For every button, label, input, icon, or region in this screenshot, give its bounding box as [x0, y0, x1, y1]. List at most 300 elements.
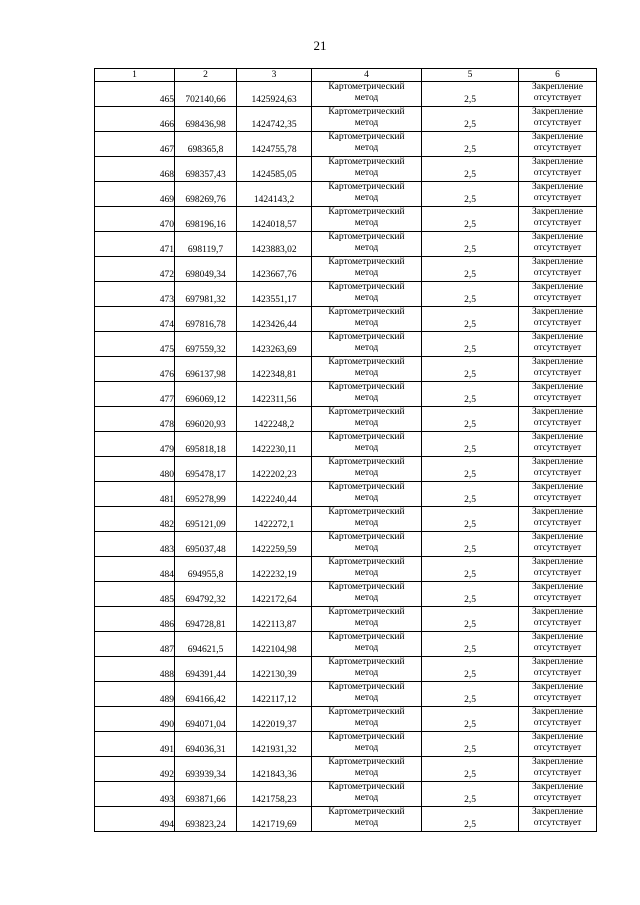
table-row [95, 157, 597, 182]
x-coordinate-cell: 693871,66 [175, 782, 237, 807]
table-row [95, 407, 597, 432]
method-line-2: метод [354, 618, 379, 628]
method-line-1: Картометрический [328, 582, 405, 592]
point-number-cell: 482 [95, 507, 175, 532]
x-coordinate-cell: 693939,34 [175, 757, 237, 782]
y-coordinate-cell: 1422272,1 [237, 507, 312, 532]
fixing-line-1: Закрепление [532, 632, 583, 642]
method-line-1: Картометрический [328, 82, 405, 92]
point-number-cell: 468 [95, 157, 175, 182]
fixing-line-1: Закрепление [532, 557, 583, 567]
method-line-2: метод [354, 793, 379, 803]
fixing-cell [519, 182, 597, 207]
method-line-1: Картометрический [328, 632, 405, 642]
fixing-line-2: отсутствует [533, 418, 582, 428]
column-header: 4 [312, 69, 422, 82]
method-line-2: метод [354, 418, 379, 428]
x-coordinate-cell: 697981,32 [175, 282, 237, 307]
fixing-line-2: отсутствует [533, 593, 582, 603]
fixing-cell [519, 282, 597, 307]
method-line-1: Картометрический [328, 357, 405, 367]
method-line-2: метод [354, 443, 379, 453]
method-line-1: Картометрический [328, 407, 405, 417]
table-body [95, 82, 597, 832]
accuracy-cell: 2,5 [422, 607, 519, 632]
accuracy-cell: 2,5 [422, 432, 519, 457]
method-cell [312, 732, 422, 757]
method-line-2: метод [354, 393, 379, 403]
accuracy-cell: 2,5 [422, 382, 519, 407]
table-row [95, 232, 597, 257]
fixing-line-1: Закрепление [532, 707, 583, 717]
accuracy-cell: 2,5 [422, 307, 519, 332]
accuracy-cell: 2,5 [422, 282, 519, 307]
table-row [95, 307, 597, 332]
fixing-line-2: отсутствует [533, 143, 582, 153]
fixing-cell [519, 332, 597, 357]
fixing-cell [519, 782, 597, 807]
point-number-cell: 487 [95, 632, 175, 657]
method-cell [312, 557, 422, 582]
point-number-cell: 480 [95, 457, 175, 482]
table-row [95, 757, 597, 782]
fixing-line-1: Закрепление [532, 657, 583, 667]
accuracy-cell: 2,5 [422, 732, 519, 757]
fixing-line-1: Закрепление [532, 257, 583, 267]
method-line-2: метод [354, 593, 379, 603]
method-cell [312, 257, 422, 282]
method-line-2: метод [354, 493, 379, 503]
x-coordinate-cell: 694036,31 [175, 732, 237, 757]
point-number-cell: 471 [95, 232, 175, 257]
accuracy-cell: 2,5 [422, 107, 519, 132]
table-row [95, 107, 597, 132]
method-cell [312, 507, 422, 532]
method-line-2: метод [354, 643, 379, 653]
fixing-line-1: Закрепление [532, 107, 583, 117]
point-number-cell: 465 [95, 82, 175, 107]
method-cell [312, 757, 422, 782]
fixing-line-2: отсутствует [533, 693, 582, 703]
method-line-2: метод [354, 543, 379, 553]
accuracy-cell: 2,5 [422, 707, 519, 732]
point-number-cell: 493 [95, 782, 175, 807]
page-number: 21 [313, 38, 327, 53]
y-coordinate-cell: 1424755,78 [237, 132, 312, 157]
table-row [95, 282, 597, 307]
method-line-2: метод [354, 193, 379, 203]
method-line-1: Картометрический [328, 732, 405, 742]
x-coordinate-cell: 694391,44 [175, 657, 237, 682]
y-coordinate-cell: 1422113,87 [237, 607, 312, 632]
method-cell [312, 282, 422, 307]
x-coordinate-cell: 698196,16 [175, 207, 237, 232]
fixing-cell [519, 232, 597, 257]
method-cell [312, 582, 422, 607]
accuracy-cell: 2,5 [422, 357, 519, 382]
method-line-2: метод [354, 93, 379, 103]
y-coordinate-cell: 1423883,02 [237, 232, 312, 257]
fixing-line-2: отсутствует [533, 193, 582, 203]
y-coordinate-cell: 1422117,12 [237, 682, 312, 707]
fixing-line-2: отсутствует [533, 368, 582, 378]
point-number-cell: 489 [95, 682, 175, 707]
table-row [95, 632, 597, 657]
x-coordinate-cell: 695818,18 [175, 432, 237, 457]
method-line-1: Картометрический [328, 282, 405, 292]
point-number-cell: 466 [95, 107, 175, 132]
y-coordinate-cell: 1422019,37 [237, 707, 312, 732]
y-coordinate-cell: 1422172,64 [237, 582, 312, 607]
point-number-cell: 477 [95, 382, 175, 407]
fixing-cell [519, 432, 597, 457]
fixing-cell [519, 207, 597, 232]
x-coordinate-cell: 696020,93 [175, 407, 237, 432]
fixing-line-2: отсутствует [533, 468, 582, 478]
fixing-line-1: Закрепление [532, 332, 583, 342]
method-line-1: Картометрический [328, 432, 405, 442]
method-line-2: метод [354, 218, 379, 228]
fixing-line-2: отсутствует [533, 318, 582, 328]
method-line-1: Картометрический [328, 782, 405, 792]
y-coordinate-cell: 1422130,39 [237, 657, 312, 682]
fixing-cell [519, 157, 597, 182]
method-cell [312, 157, 422, 182]
table-row [95, 432, 597, 457]
accuracy-cell: 2,5 [422, 82, 519, 107]
fixing-line-1: Закрепление [532, 157, 583, 167]
table-row [95, 707, 597, 732]
point-number-cell: 488 [95, 657, 175, 682]
method-cell [312, 357, 422, 382]
fixing-line-1: Закрепление [532, 607, 583, 617]
x-coordinate-cell: 698269,76 [175, 182, 237, 207]
fixing-cell [519, 732, 597, 757]
y-coordinate-cell: 1421758,23 [237, 782, 312, 807]
fixing-cell [519, 107, 597, 132]
table-header-row [95, 69, 597, 82]
fixing-cell [519, 682, 597, 707]
accuracy-cell: 2,5 [422, 407, 519, 432]
method-line-2: метод [354, 368, 379, 378]
y-coordinate-cell: 1421719,69 [237, 807, 312, 832]
method-line-1: Картометрический [328, 482, 405, 492]
accuracy-cell: 2,5 [422, 182, 519, 207]
x-coordinate-cell: 694071,04 [175, 707, 237, 732]
accuracy-cell: 2,5 [422, 807, 519, 832]
table-row [95, 532, 597, 557]
table-row [95, 457, 597, 482]
y-coordinate-cell: 1422311,56 [237, 382, 312, 407]
accuracy-cell: 2,5 [422, 332, 519, 357]
x-coordinate-cell: 698436,98 [175, 107, 237, 132]
point-number-cell: 490 [95, 707, 175, 732]
method-line-2: метод [354, 293, 379, 303]
method-line-2: метод [354, 343, 379, 353]
table-row [95, 132, 597, 157]
method-cell [312, 82, 422, 107]
method-cell [312, 457, 422, 482]
method-line-2: метод [354, 768, 379, 778]
y-coordinate-cell: 1422348,81 [237, 357, 312, 382]
fixing-line-1: Закрепление [532, 432, 583, 442]
accuracy-cell: 2,5 [422, 632, 519, 657]
fixing-cell [519, 357, 597, 382]
x-coordinate-cell: 694728,81 [175, 607, 237, 632]
method-line-2: метод [354, 118, 379, 128]
method-line-1: Картометрический [328, 207, 405, 217]
fixing-line-1: Закрепление [532, 282, 583, 292]
method-line-1: Картометрический [328, 807, 405, 817]
fixing-cell [519, 257, 597, 282]
method-line-1: Картометрический [328, 657, 405, 667]
table-row [95, 657, 597, 682]
fixing-cell [519, 507, 597, 532]
y-coordinate-cell: 1422104,98 [237, 632, 312, 657]
method-line-2: метод [354, 693, 379, 703]
x-coordinate-cell: 695121,09 [175, 507, 237, 532]
table-row [95, 182, 597, 207]
method-line-1: Картометрический [328, 332, 405, 342]
accuracy-cell: 2,5 [422, 132, 519, 157]
y-coordinate-cell: 1422240,44 [237, 482, 312, 507]
method-line-1: Картометрический [328, 382, 405, 392]
x-coordinate-cell: 697816,78 [175, 307, 237, 332]
fixing-line-2: отсутствует [533, 568, 582, 578]
method-line-2: метод [354, 718, 379, 728]
method-cell [312, 332, 422, 357]
point-number-cell: 483 [95, 532, 175, 557]
table-row [95, 507, 597, 532]
method-cell [312, 307, 422, 332]
method-line-2: метод [354, 568, 379, 578]
fixing-line-1: Закрепление [532, 532, 583, 542]
fixing-cell [519, 657, 597, 682]
accuracy-cell: 2,5 [422, 757, 519, 782]
column-header: 1 [95, 69, 175, 82]
fixing-line-2: отсутствует [533, 268, 582, 278]
method-line-1: Картометрический [328, 257, 405, 267]
fixing-line-2: отсутствует [533, 493, 582, 503]
point-number-cell: 476 [95, 357, 175, 382]
point-number-cell: 467 [95, 132, 175, 157]
point-number-cell: 492 [95, 757, 175, 782]
point-number-cell: 472 [95, 257, 175, 282]
method-cell [312, 607, 422, 632]
accuracy-cell: 2,5 [422, 207, 519, 232]
method-cell [312, 657, 422, 682]
method-cell [312, 632, 422, 657]
method-line-1: Картометрический [328, 557, 405, 567]
table-row [95, 82, 597, 107]
method-cell [312, 432, 422, 457]
accuracy-cell: 2,5 [422, 682, 519, 707]
fixing-cell [519, 382, 597, 407]
fixing-line-2: отсутствует [533, 718, 582, 728]
fixing-line-1: Закрепление [532, 232, 583, 242]
x-coordinate-cell: 694621,5 [175, 632, 237, 657]
y-coordinate-cell: 1422259,59 [237, 532, 312, 557]
accuracy-cell: 2,5 [422, 257, 519, 282]
y-coordinate-cell: 1424742,35 [237, 107, 312, 132]
method-line-2: метод [354, 268, 379, 278]
method-line-1: Картометрический [328, 132, 405, 142]
fixing-line-2: отсутствует [533, 343, 582, 353]
point-number-cell: 475 [95, 332, 175, 357]
accuracy-cell: 2,5 [422, 507, 519, 532]
y-coordinate-cell: 1422232,19 [237, 557, 312, 582]
table-row [95, 582, 597, 607]
method-cell [312, 807, 422, 832]
y-coordinate-cell: 1422202,23 [237, 457, 312, 482]
table-row [95, 807, 597, 832]
method-line-2: метод [354, 518, 379, 528]
column-header: 2 [175, 69, 237, 82]
method-cell [312, 207, 422, 232]
fixing-line-1: Закрепление [532, 357, 583, 367]
accuracy-cell: 2,5 [422, 782, 519, 807]
accuracy-cell: 2,5 [422, 232, 519, 257]
method-cell [312, 182, 422, 207]
method-cell [312, 707, 422, 732]
accuracy-cell: 2,5 [422, 557, 519, 582]
column-header: 5 [422, 69, 519, 82]
x-coordinate-cell: 702140,66 [175, 82, 237, 107]
fixing-line-2: отсутствует [533, 443, 582, 453]
method-cell [312, 532, 422, 557]
fixing-cell [519, 582, 597, 607]
method-line-2: метод [354, 168, 379, 178]
fixing-cell [519, 632, 597, 657]
fixing-line-2: отсутствует [533, 543, 582, 553]
x-coordinate-cell: 695037,48 [175, 532, 237, 557]
accuracy-cell: 2,5 [422, 157, 519, 182]
method-line-1: Картометрический [328, 157, 405, 167]
point-number-cell: 486 [95, 607, 175, 632]
method-line-2: метод [354, 243, 379, 253]
x-coordinate-cell: 693823,24 [175, 807, 237, 832]
method-cell [312, 482, 422, 507]
y-coordinate-cell: 1424018,57 [237, 207, 312, 232]
method-line-1: Картометрический [328, 707, 405, 717]
method-line-2: метод [354, 818, 379, 828]
point-number-cell: 494 [95, 807, 175, 832]
fixing-cell [519, 607, 597, 632]
fixing-cell [519, 307, 597, 332]
fixing-line-1: Закрепление [532, 482, 583, 492]
coordinates-table [94, 68, 597, 832]
y-coordinate-cell: 1423263,69 [237, 332, 312, 357]
point-number-cell: 474 [95, 307, 175, 332]
method-line-1: Картометрический [328, 232, 405, 242]
method-line-2: метод [354, 668, 379, 678]
point-number-cell: 478 [95, 407, 175, 432]
method-cell [312, 407, 422, 432]
point-number-cell: 479 [95, 432, 175, 457]
fixing-cell [519, 557, 597, 582]
fixing-cell [519, 132, 597, 157]
x-coordinate-cell: 694792,32 [175, 582, 237, 607]
column-header: 6 [519, 69, 597, 82]
point-number-cell: 491 [95, 732, 175, 757]
fixing-line-2: отсутствует [533, 668, 582, 678]
table-row [95, 382, 597, 407]
point-number-cell: 470 [95, 207, 175, 232]
method-line-1: Картометрический [328, 507, 405, 517]
table-row [95, 357, 597, 382]
table-row [95, 782, 597, 807]
y-coordinate-cell: 1425924,63 [237, 82, 312, 107]
table-row [95, 732, 597, 757]
method-line-1: Картометрический [328, 607, 405, 617]
fixing-cell [519, 707, 597, 732]
fixing-line-2: отсутствует [533, 168, 582, 178]
x-coordinate-cell: 694955,8 [175, 557, 237, 582]
point-number-cell: 469 [95, 182, 175, 207]
fixing-line-2: отсутствует [533, 393, 582, 403]
fixing-line-1: Закрепление [532, 732, 583, 742]
fixing-line-1: Закрепление [532, 407, 583, 417]
method-cell [312, 132, 422, 157]
y-coordinate-cell: 1421843,36 [237, 757, 312, 782]
table-row [95, 482, 597, 507]
x-coordinate-cell: 695478,17 [175, 457, 237, 482]
method-line-1: Картометрический [328, 682, 405, 692]
method-line-1: Картометрический [328, 757, 405, 767]
column-header: 3 [237, 69, 312, 82]
fixing-cell [519, 532, 597, 557]
table-row [95, 257, 597, 282]
point-number-cell: 473 [95, 282, 175, 307]
fixing-line-2: отсутствует [533, 743, 582, 753]
accuracy-cell: 2,5 [422, 532, 519, 557]
table-row [95, 557, 597, 582]
fixing-line-1: Закрепление [532, 132, 583, 142]
fixing-line-2: отсутствует [533, 618, 582, 628]
fixing-line-2: отсутствует [533, 793, 582, 803]
x-coordinate-cell: 698049,34 [175, 257, 237, 282]
fixing-line-2: отсутствует [533, 218, 582, 228]
method-cell [312, 782, 422, 807]
fixing-line-1: Закрепление [532, 207, 583, 217]
accuracy-cell: 2,5 [422, 657, 519, 682]
fixing-line-2: отсутствует [533, 118, 582, 128]
fixing-line-1: Закрепление [532, 82, 583, 92]
method-line-1: Картометрический [328, 107, 405, 117]
y-coordinate-cell: 1424143,2 [237, 182, 312, 207]
method-line-1: Картометрический [328, 532, 405, 542]
fixing-line-1: Закрепление [532, 807, 583, 817]
point-number-cell: 484 [95, 557, 175, 582]
fixing-cell [519, 807, 597, 832]
table-row [95, 682, 597, 707]
x-coordinate-cell: 697559,32 [175, 332, 237, 357]
method-line-2: метод [354, 318, 379, 328]
fixing-line-2: отсутствует [533, 768, 582, 778]
accuracy-cell: 2,5 [422, 457, 519, 482]
table-row [95, 607, 597, 632]
fixing-line-1: Закрепление [532, 307, 583, 317]
method-line-2: метод [354, 743, 379, 753]
fixing-line-2: отсутствует [533, 293, 582, 303]
fixing-line-2: отсутствует [533, 518, 582, 528]
table-row [95, 332, 597, 357]
y-coordinate-cell: 1421931,32 [237, 732, 312, 757]
table-row [95, 207, 597, 232]
method-line-2: метод [354, 468, 379, 478]
x-coordinate-cell: 696069,12 [175, 382, 237, 407]
point-number-cell: 485 [95, 582, 175, 607]
